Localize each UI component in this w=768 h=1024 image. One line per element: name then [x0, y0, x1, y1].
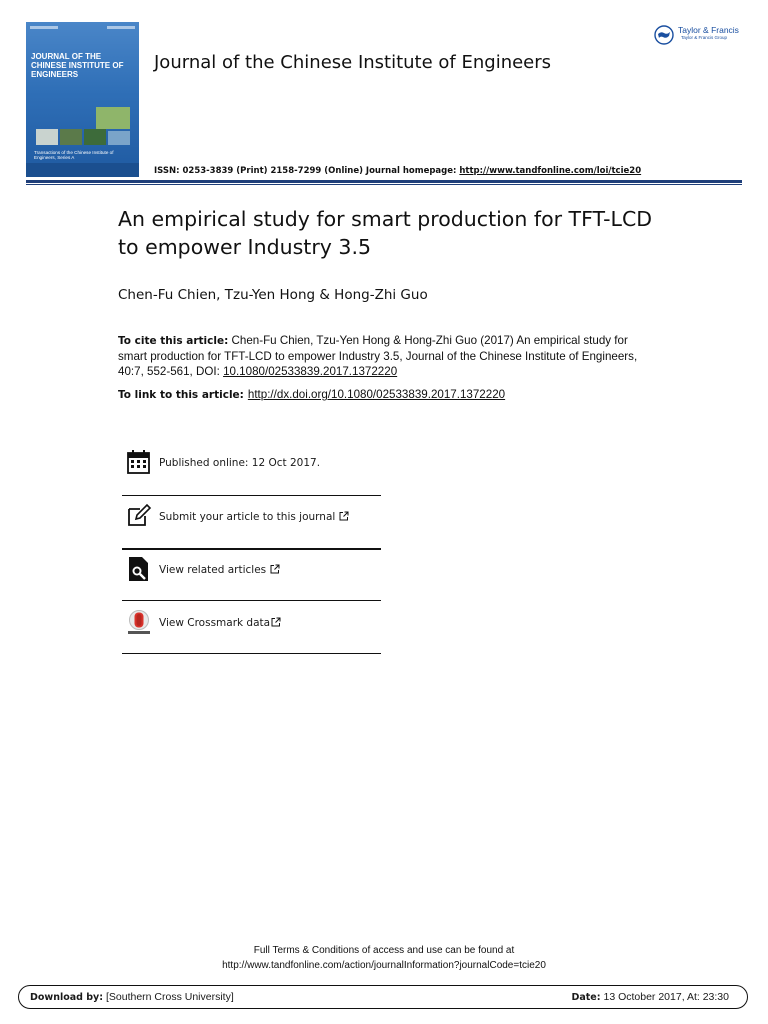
document-search-icon [126, 556, 152, 582]
article-doi-url[interactable]: http://dx.doi.org/10.1080/02533839.2017.1372220 [247, 388, 506, 401]
related-articles-row[interactable] [122, 544, 380, 596]
issn-text: ISSN: 0253-3839 (Print) 2158-7299 (Online) Journal homepage: [154, 166, 460, 176]
edit-icon [126, 503, 152, 529]
cover-title: JOURNAL OF THE CHINESE INSTITUTE OF ENGINEERS [31, 52, 124, 79]
download-date [571, 991, 729, 1003]
crossmark-label: View Crossmark data [159, 617, 271, 629]
taylor-francis-logo-icon [654, 25, 674, 45]
crossmark-icon [126, 609, 152, 635]
submit-article-link[interactable] [159, 511, 349, 523]
citation-doi-link[interactable]: 10.1080/02533839.2017.1372220 [223, 365, 398, 378]
terms-url[interactable]: http://www.tandfonline.com/action/journalInformation?journalCode=tcie20 [222, 960, 546, 971]
terms-notice [0, 943, 768, 973]
issn-line [154, 166, 641, 176]
header-rule [26, 180, 742, 183]
crossmark-link[interactable] [159, 617, 281, 629]
journal-homepage-link[interactable]: http://www.tandfonline.com/loi/tcie20 [459, 166, 642, 176]
cover-subtitle: Transactions of the Chinese Institute of Engineers, Series A [34, 150, 114, 161]
citation-label: To cite this article: [118, 335, 229, 347]
external-link-icon [270, 564, 280, 574]
publisher-logo[interactable] [654, 24, 750, 48]
download-footer [18, 985, 748, 1009]
citation-block [118, 333, 648, 379]
related-articles-link[interactable] [159, 564, 280, 576]
crossmark-row[interactable] [122, 597, 380, 649]
article-title: An empirical study for smart production for TFT-LCD to empower Industry 3.5 [118, 207, 653, 259]
external-link-icon [339, 511, 349, 521]
cover-photos [36, 107, 131, 147]
download-by [30, 991, 234, 1003]
publisher-group: Taylor & Francis Group [681, 35, 728, 40]
download-value: [Southern Cross University] [103, 991, 234, 1003]
article-link-block [118, 387, 648, 403]
submit-article-row[interactable] [122, 491, 380, 543]
calendar-icon [126, 449, 152, 475]
date-label: Date: [571, 992, 601, 1003]
download-label: Download by: [30, 992, 104, 1003]
journal-cover [26, 22, 139, 177]
date-value: 13 October 2017, At: 23:30 [600, 991, 729, 1003]
article-link-label: To link to this article: [118, 389, 244, 401]
journal-title: Journal of the Chinese Institute of Engineers [154, 52, 552, 73]
related-articles-label: View related articles [159, 564, 267, 576]
publisher-name: Taylor & Francis [678, 25, 739, 35]
cover-bottom-band [26, 163, 139, 177]
external-link-icon [271, 617, 281, 627]
submit-article-label: Submit your article to this journal [159, 511, 336, 523]
published-online-text: Published online: 12 Oct 2017. [159, 457, 321, 469]
header-rule-thin [26, 184, 742, 185]
article-authors: Chen-Fu Chien, Tzu-Yen Hong & Hong-Zhi Guo [118, 287, 428, 303]
terms-line-1: Full Terms & Conditions of access and use can be found at [253, 945, 515, 956]
action-divider [122, 653, 381, 654]
published-online-row [122, 437, 380, 489]
citation-text: Chen-Fu Chien, Tzu-Yen Hong & Hong-Zhi Guo (2017) An empirical study for smart production for TFT-LCD to empower Industry 3.5, Journal of the Chinese Institute of Engineers, 40:7, 552-561, DOI: [118, 334, 638, 378]
cover-top-strip [30, 26, 135, 33]
